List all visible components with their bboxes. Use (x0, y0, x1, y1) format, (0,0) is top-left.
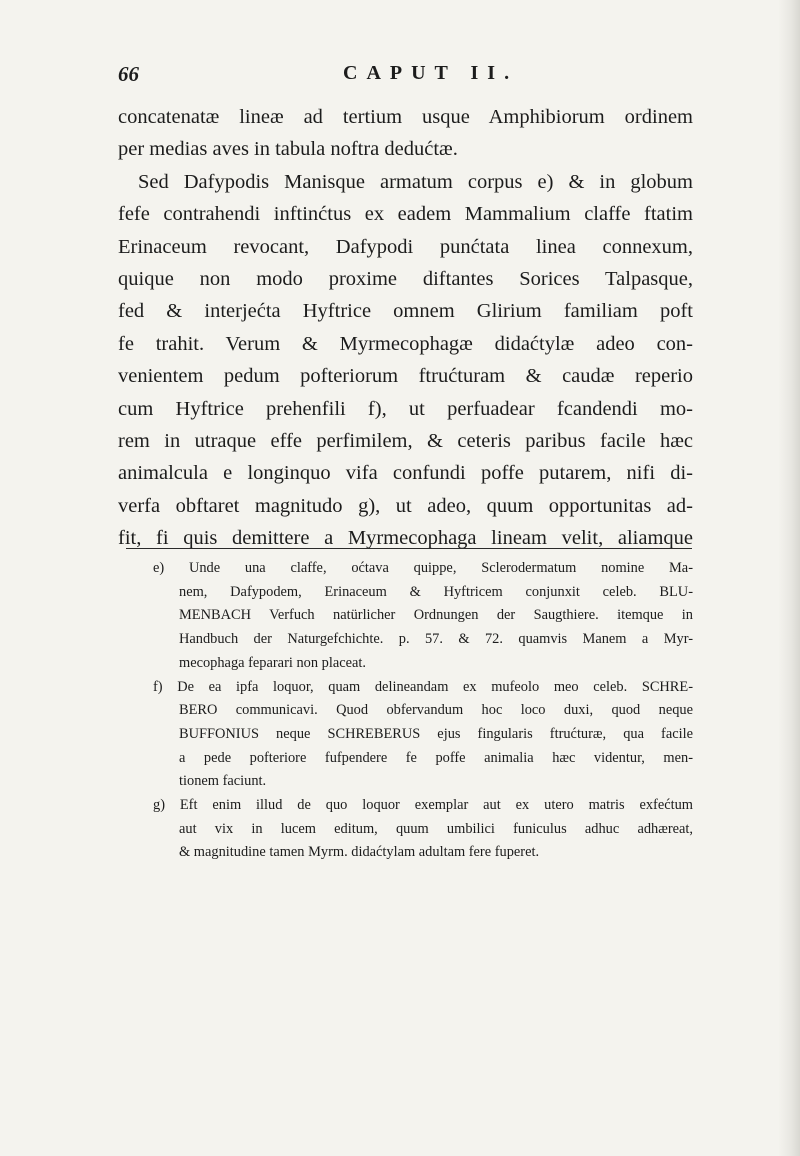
running-head (118, 62, 688, 92)
page-number: 66 (118, 62, 139, 86)
text-line: concatenatæ lineæ ad tertium usque Amphibiorum ordinem (118, 106, 693, 128)
text-line: Erinaceum revocant, Dafypodi punćtata linea connexum, (118, 235, 693, 258)
text-line: rem in utraque effe perfimilem, & ceteris paribus facile hæc (118, 430, 693, 453)
footnote-line: Handbuch der Naturgefchichte. p. 57. & 72. quamvis Manem a Myr- (179, 631, 693, 648)
text-line: venientem pedum pofteriorum ftrućturam & caudæ reperio (118, 365, 693, 388)
text-line: cum Hyftrice prehenfili f), ut perfuadear fcandendi mo- (118, 397, 693, 420)
footnote-line: a pede pofteriore fufpendere fe poffe animalia hæc videntur, men- (179, 749, 693, 766)
text-line: fed & interjećta Hyftrice omnem Glirium familiam poft (118, 300, 693, 323)
footnote-line: e) Unde una claffe, oćtava quippe, Sclerodermatum nomine Ma- (153, 560, 693, 576)
text-line: per medias aves in tabula noftra dedućtæ. (118, 138, 458, 161)
page-edge-shadow (778, 0, 800, 1156)
footnote-line: MENBACH Verfuch natürlicher Ordnungen der Saugthiere. itemque in (179, 607, 693, 624)
text-line: Sed Dafypodis Manisque armatum corpus e) & in globum (138, 170, 693, 193)
footnote-line: & magnitudine tamen Myrm. didaćtylam adultam fere fuperet. (179, 844, 540, 861)
footnote-line: mecophaga feparari non placeat. (179, 654, 366, 671)
footnote-divider (126, 548, 692, 549)
chapter-title: CAPUT II. (343, 62, 519, 84)
footnote-line: BERO communicavi. Quod obfervandum hoc loco duxi, quod neque (179, 702, 693, 719)
footnote-line: f) De ea ipfa loquor, quam delineandam ex mufeolo meo celeb. SCHRE- (153, 678, 693, 695)
footnote-line: tionem faciunt. (179, 773, 267, 790)
footnote-line: aut vix in lucem editum, quum umbilici funiculus adhuc adhæreat, (179, 820, 693, 837)
main-text (118, 101, 693, 555)
footnote-line: g) Eft enim illud de quo loquor exemplar aut ex utero matris exfećtum (153, 797, 693, 814)
text-line: quique non modo proxime diftantes Sorices Talpasque, (118, 268, 693, 291)
text-line: fefe contrahendi inftinćtus ex eadem Mammalium claffe ftatim (118, 203, 693, 226)
text-line: animalcula e longinquo vifa confundi poffe putarem, nifi di- (118, 462, 693, 485)
text-line: verfa obftaret magnitudo g), ut adeo, quum opportunitas ad- (118, 494, 693, 517)
text-line: fit, fi quis demittere a Myrmecophaga lineam velit, aliamque (118, 527, 693, 550)
text-line: fe trahit. Verum & Myrmecophagæ didaćtylæ adeo con- (118, 332, 693, 355)
footnote-line: nem, Dafypodem, Erinaceum & Hyftricem conjunxit celeb. BLU- (179, 583, 693, 600)
footnote-line: BUFFONIUS neque SCHREBERUS ejus fingularis ftrućturæ, qua facile (179, 725, 693, 742)
footnotes (153, 557, 693, 865)
